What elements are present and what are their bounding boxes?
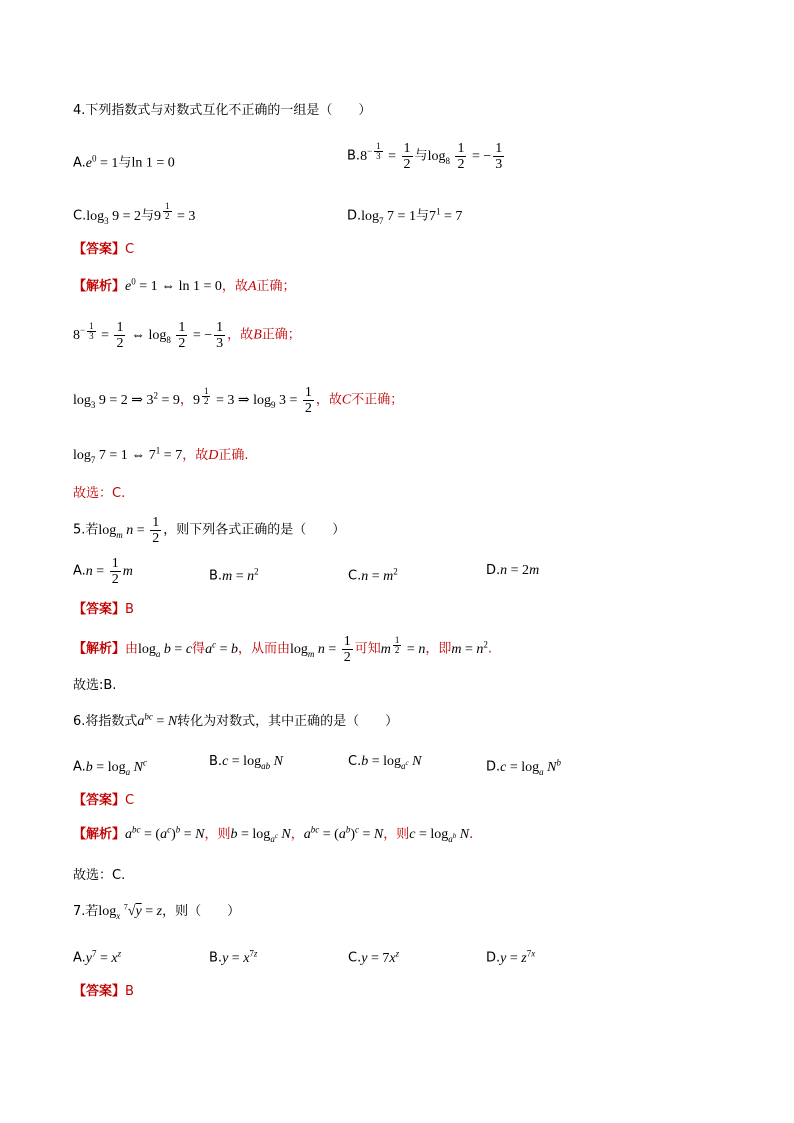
- q4-option-c: $C.\log_3$ 9 = 2与9 $^{\frac{1}{2}}$ = 3: [73, 201, 196, 226]
- q6-analysis: 【解析】$a^{bc} = (a^c)^b = N$，则$b = \log_{a^c} N$，$a^{bc} = (a^b)^c = N$，则$c = \log_{a^b} N$.: [73, 824, 474, 844]
- q6-option-c: $C.b = \log_{a^c} N$: [348, 754, 422, 771]
- q6-choose: 故选：C.: [73, 868, 126, 883]
- q4-option-b: $B.8^{- \frac{1}{3}}$ = $\frac{1}{2}$ 与$\log_8$ $\frac{1}{2}$ = − $\frac{1}{3}$: [347, 140, 503, 172]
- q4-option-a: $A.e^0 = 1$与ln 1 = 0: [73, 153, 175, 171]
- q7-option-b: $B.y = x^{7z}$: [209, 948, 258, 966]
- q5-option-a: A.n = $\frac{1}{2}$ m: [73, 556, 133, 587]
- q5-option-d: D.n = 2m: [486, 563, 540, 578]
- q4-choose: 故选：C.: [73, 486, 126, 501]
- q7-stem: 7.若$\log_x ^7√y = z$，则（ ）: [73, 902, 241, 921]
- q5-analysis: 【解析】由$\log_a b = c$得$a^c = b$，从而由$\log_m n$ = $\frac{1}{2}$ 可知m $^{\frac{1}{2}}$ = n，即$m = n^2$.: [73, 634, 493, 665]
- q5-choose: 故选:B.: [73, 678, 117, 693]
- q4-analysis-line-2: $8^{- \frac{1}{3}}$ = $\frac{1}{2}$ ⇔ $\log_8$ $\frac{1}{2}$ = − $\frac{1}{3}$ ，故B正确；: [73, 320, 301, 351]
- q4-stem: 4.下列指数式与对数式互化不正确的一组是（ ）: [73, 103, 372, 118]
- q7-answer: 【答案】B: [73, 984, 134, 999]
- q4-option-d: $D.\log_7$ 7 = 1与$7^1 = 7$: [347, 206, 463, 226]
- q5-answer: 【答案】B: [73, 602, 134, 617]
- q7-option-c: $C.y = 7x^z$: [348, 948, 400, 966]
- q7-option-a: $A.y^7 = x^z$: [73, 948, 122, 966]
- q5-option-b: $B.m = n^2$: [209, 566, 259, 584]
- q4-analysis-line-1: 【解析】$e^0 = 1$ ⇔ ln 1 = 0，故A正确；: [73, 276, 296, 294]
- q6-stem: 6.将指数式$a^{bc} = N$转化为对数式，其中正确的是（ ）: [73, 711, 399, 729]
- q7-option-d: $D.y = z^{7x}$: [486, 948, 536, 966]
- q6-answer: 【答案】C: [73, 793, 135, 808]
- q6-option-b: $B.c = \log_{ab} N$: [209, 754, 283, 771]
- q4-analysis-line-4: $\log_7 7 = 1$ ⇔ $7^1 = 7$，故D正确.: [73, 445, 249, 465]
- q6-option-a: $A.b = \log_a N^c$: [73, 757, 147, 777]
- q6-option-d: $D.c = \log_a N^b$: [486, 757, 562, 777]
- q5-stem: 5.若$\log_m n$ = $\frac{1}{2}$ ，则下列各式正确的是（ ）: [73, 515, 346, 546]
- q5-option-c: $C.n = m^2$: [348, 566, 398, 584]
- q4-analysis-line-3: $\log_3 9 = 2$ ⇒ $3^2 = 9$，9 $^{\frac{1}{2}}$ = 3 ⇒ $\log_9 3$ = $\frac{1}{2}$ ，故C不正确；: [73, 385, 404, 416]
- q4-answer: 【答案】C: [73, 242, 135, 257]
